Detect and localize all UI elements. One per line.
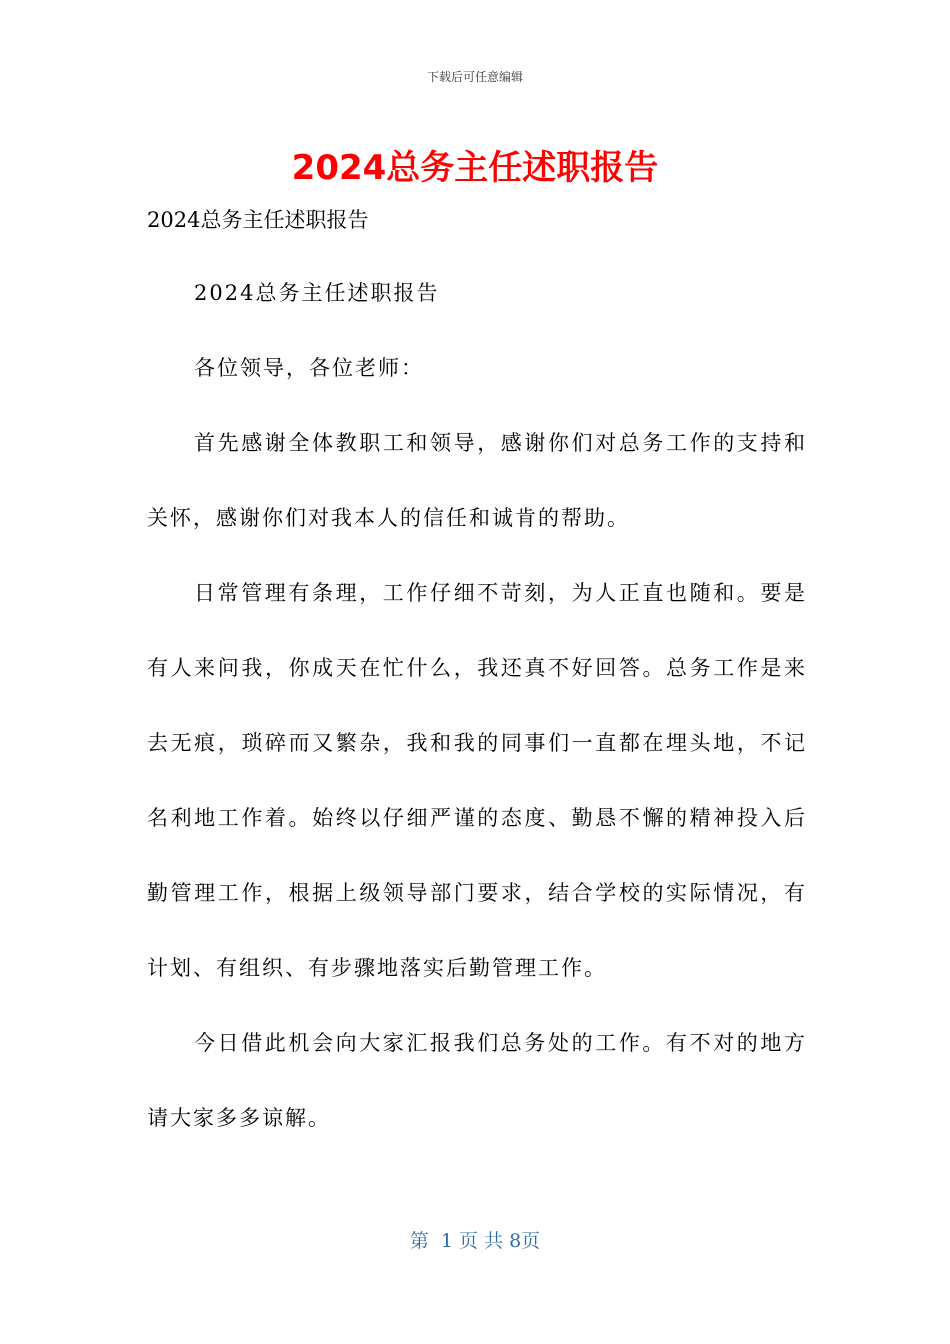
- paragraph-daily-management: 日常管理有条理，工作仔细不苛刻，为人正直也随和。要是有人来问我，你成天在忙什么，我还真不好回答。总务工作是来去无痕，琐碎而又繁杂，我和我的同事们一直都在埋头地，不记名利地工作着。始终以仔细严谨的态度、勤恳不懈的精神投入后勤管理工作，根据上级领导部门要求，结合学校的实际情况，有计划、有组织、有步骤地落实后勤管理工作。: [147, 581, 807, 980]
- paragraph-heading: 2024总务主任述职报告: [194, 281, 440, 305]
- document-subtitle: 2024总务主任述职报告: [147, 208, 369, 232]
- paragraph-report-intro: 今日借此机会向大家汇报我们总务处的工作。有不对的地方请大家多多谅解。: [147, 1031, 807, 1130]
- page-number: 第 1 页 共 8页: [409, 1230, 541, 1252]
- paragraph-greeting: 各位领导，各位老师：: [194, 356, 424, 380]
- document-title: 2024总务主任述职报告: [291, 148, 659, 188]
- header-note: 下载后可任意编辑: [426, 70, 523, 84]
- paragraph-thanks: 首先感谢全体教职工和领导，感谢你们对总务工作的支持和关怀，感谢你们对我本人的信任和诚肯的帮助。: [147, 431, 807, 530]
- document-body: [147, 256, 807, 1156]
